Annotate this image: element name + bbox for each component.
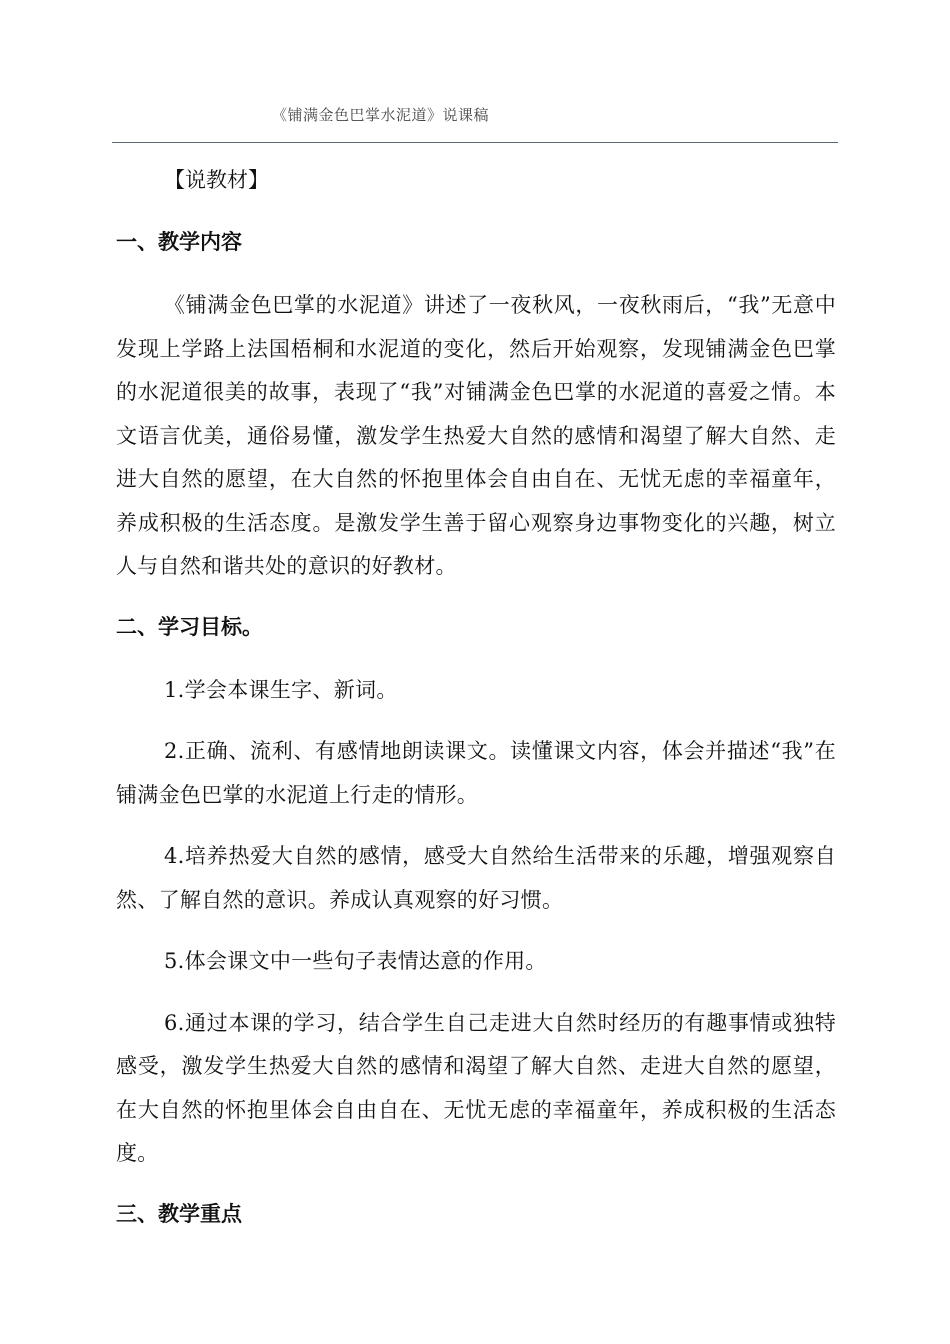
goal-item-4: 4.培养热爱大自然的感情，感受大自然给生活带来的乐趣，增强观察自然、了解自然的意识。养成认真观察的好习惯。 (116, 844, 836, 912)
goal-item-6: 6.通过本课的学习，结合学生自己走进大自然时经历的有趣事情或独特感受，激发学生热爱大自然的感情和渴望了解大自然、走进大自然的愿望，在大自然的怀抱里体会自由自在、无忧无虑的幸福童年，养成积极的生活态度。 (116, 1010, 836, 1165)
heading-learning-goals: 二、学习目标。 (116, 614, 263, 639)
intro-paragraph: 《铺满金色巴掌的水泥道》讲述了一夜秋风，一夜秋雨后，“我”无意中发现上学路上法国梧桐和水泥道的变化，然后开始观察，发现铺满金色巴掌的水泥道很美的故事，表现了“我”对铺满金色巴掌的水泥道的喜爱之情。本文语言优美，通俗易懂，激发学生热爱大自然的感情和渴望了解大自然、走进大自然的愿望，在大自然的怀抱里体会自由自在、无忧无虑的幸福童年，养成积极的生活态度。是激发学生善于留心观察身边事物变化的兴趣，树立人与自然和谐共处的意识的好教材。 (116, 293, 836, 578)
goal-item-1: 1.学会本课生字、新词。 (164, 677, 398, 702)
header-divider (112, 142, 838, 143)
goal-item-2: 2.正确、流利、有感情地朗读课文。读懂课文内容，体会并描述“我”在铺满金色巴掌的水泥道上行走的情形。 (116, 739, 836, 807)
heading-teaching-content: 一、教学内容 (116, 230, 242, 254)
section-label: 【说教材】 (164, 168, 269, 192)
document-header-title: 《铺满金色巴掌水泥道》说课稿 (272, 106, 490, 124)
heading-teaching-focus: 三、教学重点 (116, 1201, 242, 1226)
document-body (116, 160, 836, 1256)
goal-item-5: 5.体会课文中一些句子表情达意的作用。 (164, 949, 547, 973)
